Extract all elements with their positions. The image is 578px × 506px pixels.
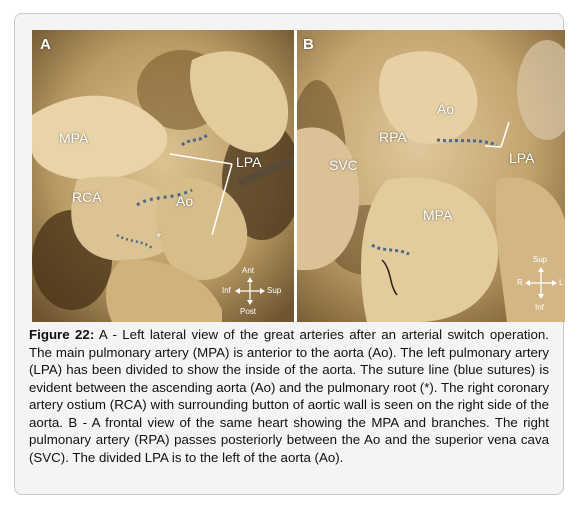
label-ao: Ao [437, 101, 455, 117]
panel-b-letter: B [303, 36, 314, 53]
label-mpa: MPA [59, 130, 89, 146]
compass-arrows-a [32, 30, 294, 322]
label-lpa: LPA [236, 154, 262, 170]
caption-label: Figure 22: [29, 327, 95, 342]
label-svc: SVC [329, 157, 358, 173]
compass-top: Ant [242, 266, 255, 275]
label-mpa: MPA [423, 207, 453, 223]
figure-card [14, 13, 564, 495]
label-rpa: RPA [379, 129, 407, 145]
compass-left: Inf [222, 286, 231, 295]
compass-right: Sup [267, 286, 282, 295]
label-ao: Ao [176, 193, 194, 209]
compass-arrows-b [297, 30, 565, 322]
label-pulmonary-root-star: * [156, 229, 162, 245]
compass-left: R [517, 278, 523, 287]
compass-right: L [559, 278, 564, 287]
caption-text: A - Left lateral view of the great arteries after an arterial switch operation. The main pulmonary artery (MPA) is anterior to the aorta (Ao). The left pulmonary artery (LPA) has been divided to show the inside of the aorta. The suture line (blue sutures) is evident between the ascending aorta (Ao) and the pulmonary root (*). The right coronary artery ostium (RCA) with surrounding button of aortic wall is seen on the right side of the aorta. B - A frontal view of the same heart showing the MPA and branches. The right pulmonary artery (RPA) passes posteriorly between the Ao and the superior vena cava (SVC). The divided LPA is to the left of the aorta (Ao). [29, 327, 549, 465]
figure-caption [29, 326, 549, 466]
compass-bottom: Post [240, 307, 257, 316]
compass-top: Sup [533, 255, 548, 264]
figure-panel-a [32, 30, 294, 322]
label-lpa: LPA [509, 150, 535, 166]
compass-bottom: Inf [535, 303, 544, 312]
label-rca: RCA [72, 189, 102, 205]
figure-panel-b [297, 30, 565, 322]
panel-a-letter: A [40, 36, 51, 53]
